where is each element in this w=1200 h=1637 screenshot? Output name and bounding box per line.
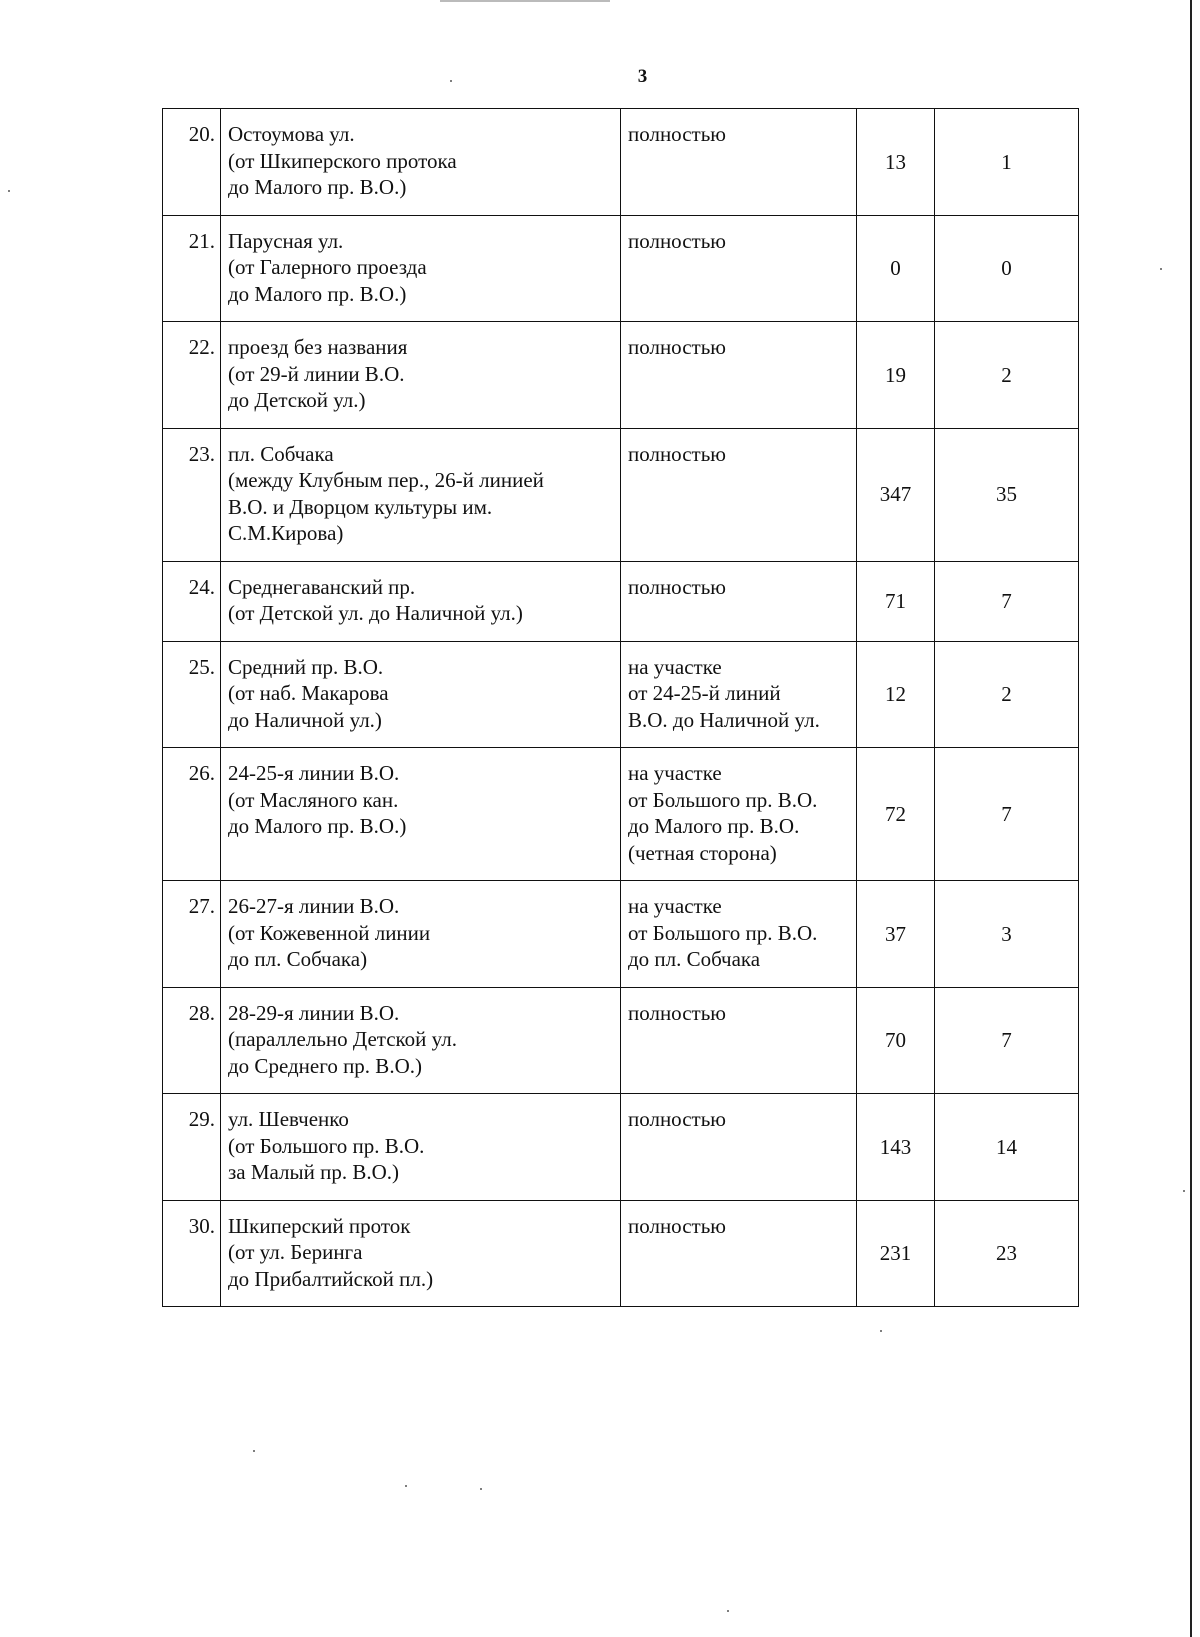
row-number: 21. (163, 215, 221, 322)
extent-line: полностью (628, 1000, 726, 1025)
table-row (163, 1094, 1079, 1201)
street-name-line: до Среднего пр. В.О.) (228, 1053, 422, 1078)
row-number: 22. (163, 322, 221, 429)
extent-line: до Малого пр. В.О. (628, 814, 800, 838)
street-name-line: до Малого пр. В.О.) (228, 814, 407, 838)
row-number: 27. (163, 881, 221, 988)
extent-line: на участке (628, 761, 722, 785)
street-name-line: до Детской ул.) (228, 388, 366, 412)
extent-cell (621, 748, 857, 881)
scan-speck (480, 1488, 482, 1490)
scan-speck (1183, 1190, 1185, 1192)
extent-cell (621, 987, 857, 1094)
extent-line: на участке (628, 654, 722, 679)
street-name-cell (221, 561, 621, 641)
extent-cell (621, 1094, 857, 1201)
extent-cell (621, 322, 857, 429)
streets-table (162, 108, 1079, 1307)
extent-cell (621, 561, 857, 641)
scan-speck (8, 190, 10, 192)
extent-line: от 24-25-й линий (628, 681, 781, 705)
table-row (163, 561, 1079, 641)
street-name-line: (от Масляного кан. (228, 787, 399, 812)
extent-cell (621, 215, 857, 322)
street-name-line: Остоумова ул. (228, 122, 355, 146)
street-name-line: (от Большого пр. В.О. (228, 1133, 425, 1158)
page-number: 3 (637, 66, 648, 87)
extent-cell (621, 641, 857, 748)
table-row (163, 641, 1079, 748)
extent-cell (621, 881, 857, 988)
street-name-cell (221, 1094, 621, 1201)
street-name-line: до пл. Собчака) (228, 947, 368, 971)
value-b: 7 (935, 561, 1079, 641)
table-row (163, 109, 1079, 216)
street-name-line: до Малого пр. В.О.) (228, 281, 407, 306)
table-row (163, 881, 1079, 988)
street-name-line: Средний пр. В.О. (228, 654, 384, 679)
value-a: 143 (857, 1094, 935, 1201)
extent-line: (четная сторона) (628, 840, 777, 865)
street-name-line: Шкиперский проток (228, 1213, 411, 1238)
scan-speck (450, 80, 452, 82)
street-name-line: 28-29-я линии В.О. (228, 1000, 400, 1025)
table-row (163, 215, 1079, 322)
table-row (163, 322, 1079, 429)
row-number: 28. (163, 987, 221, 1094)
extent-cell (621, 109, 857, 216)
street-name-cell (221, 881, 621, 988)
value-b: 2 (935, 641, 1079, 748)
street-name-line: 26-27-я линии В.О. (228, 894, 400, 918)
street-name-line: до Прибалтийской пл.) (228, 1266, 434, 1291)
value-b: 35 (935, 428, 1079, 561)
street-name-line: 24-25-я линии В.О. (228, 761, 400, 785)
scan-speck (1160, 268, 1162, 270)
extent-line: до пл. Собчака (628, 947, 761, 971)
street-name-line: (от ул. Беринга (228, 1240, 363, 1264)
extent-line: полностью (628, 335, 726, 359)
table-row (163, 428, 1079, 561)
street-name-line: Среднегаванский пр. (228, 574, 416, 599)
street-name-line: до Наличной ул.) (228, 707, 382, 732)
extent-line: полностью (628, 228, 726, 253)
street-name-line: В.О. и Дворцом культуры им. (228, 494, 493, 519)
scan-speck (253, 1450, 255, 1452)
street-name-line: (от Детской ул. до Наличной ул.) (228, 601, 523, 625)
extent-line: полностью (628, 1107, 726, 1131)
street-name-line: (между Клубным пер., 26-й линией (228, 468, 544, 492)
row-number: 20. (163, 109, 221, 216)
row-number: 23. (163, 428, 221, 561)
street-name-cell (221, 641, 621, 748)
value-a: 71 (857, 561, 935, 641)
value-a: 0 (857, 215, 935, 322)
street-name-cell (221, 1200, 621, 1307)
value-a: 13 (857, 109, 935, 216)
value-b: 1 (935, 109, 1079, 216)
street-name-cell (221, 987, 621, 1094)
street-name-cell (221, 109, 621, 216)
row-number: 30. (163, 1200, 221, 1307)
scan-edge-top (440, 0, 610, 2)
extent-line: полностью (628, 1213, 726, 1238)
scan-edge-right (1190, 0, 1192, 1637)
extent-line: полностью (628, 441, 726, 466)
value-a: 70 (857, 987, 935, 1094)
street-name-line: (от Кожевенной линии (228, 920, 431, 945)
value-a: 37 (857, 881, 935, 988)
value-a: 19 (857, 322, 935, 429)
street-name-line: (от наб. Макарова (228, 681, 389, 705)
street-name-cell (221, 215, 621, 322)
table-row (163, 748, 1079, 881)
value-a: 347 (857, 428, 935, 561)
extent-line: на участке (628, 894, 722, 918)
street-name-cell (221, 748, 621, 881)
street-name-cell (221, 428, 621, 561)
row-number: 29. (163, 1094, 221, 1201)
scan-speck (880, 1330, 882, 1332)
street-name-line: С.М.Кирова) (228, 521, 344, 545)
value-b: 7 (935, 987, 1079, 1094)
value-b: 0 (935, 215, 1079, 322)
scan-speck (727, 1610, 729, 1612)
row-number: 25. (163, 641, 221, 748)
street-name-line: пл. Собчака (228, 441, 334, 466)
street-name-cell (221, 322, 621, 429)
value-a: 231 (857, 1200, 935, 1307)
street-name-line: (параллельно Детской ул. (228, 1027, 457, 1051)
street-name-line: за Малый пр. В.О.) (228, 1160, 400, 1184)
extent-line: от Большого пр. В.О. (628, 787, 818, 812)
extent-line: полностью (628, 574, 726, 599)
value-b: 7 (935, 748, 1079, 881)
street-name-line: проезд без названия (228, 335, 408, 359)
street-name-line: Парусная ул. (228, 228, 344, 253)
extent-line: от Большого пр. В.О. (628, 920, 818, 945)
row-number: 24. (163, 561, 221, 641)
street-name-line: до Малого пр. В.О.) (228, 175, 407, 199)
value-b: 2 (935, 322, 1079, 429)
street-name-line: (от Шкиперского протока (228, 148, 457, 173)
scan-speck (405, 1485, 407, 1487)
extent-cell (621, 428, 857, 561)
extent-line: полностью (628, 122, 726, 146)
extent-cell (621, 1200, 857, 1307)
value-a: 72 (857, 748, 935, 881)
row-number: 26. (163, 748, 221, 881)
value-a: 12 (857, 641, 935, 748)
value-b: 14 (935, 1094, 1079, 1201)
street-name-line: (от 29-й линии В.О. (228, 361, 405, 386)
value-b: 3 (935, 881, 1079, 988)
value-b: 23 (935, 1200, 1079, 1307)
table-row (163, 1200, 1079, 1307)
street-name-line: (от Галерного проезда (228, 255, 427, 279)
extent-line: В.О. до Наличной ул. (628, 707, 820, 732)
table-row (163, 987, 1079, 1094)
street-name-line: ул. Шевченко (228, 1107, 349, 1131)
